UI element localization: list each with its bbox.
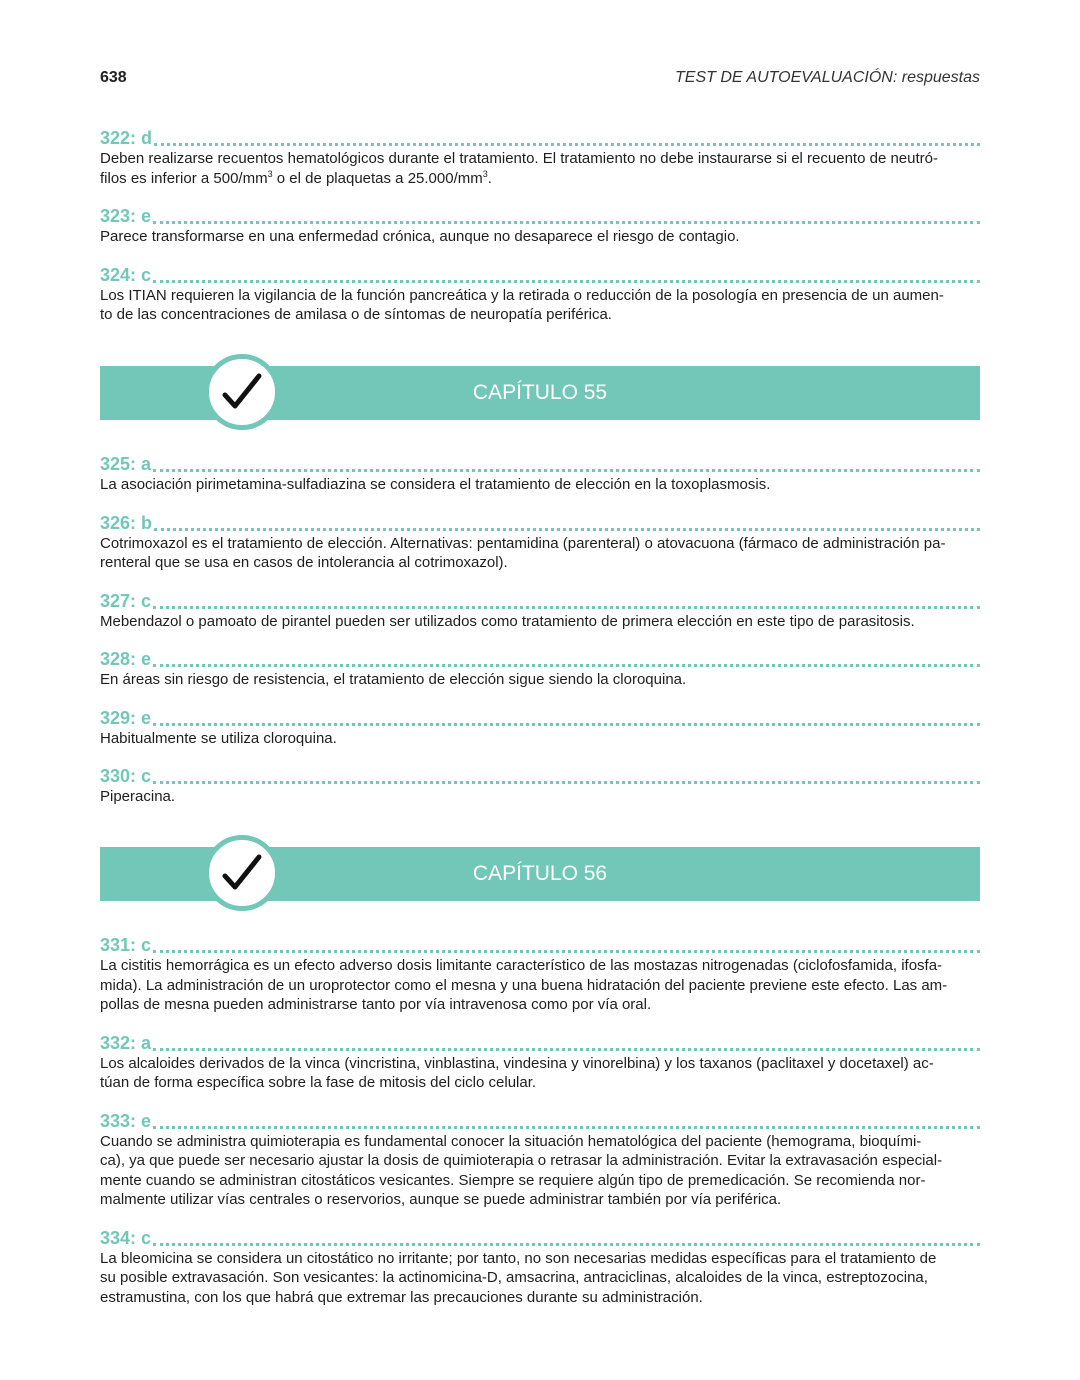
answer-explanation [100, 612, 980, 632]
dotted-leader [153, 664, 980, 667]
answer-entry [100, 128, 980, 188]
explanation-line: En áreas sin riesgo de resistencia, el tratamiento de elección sigue siendo la cloroquina. [100, 671, 687, 688]
chapter-56-banner [100, 847, 980, 901]
explanation-line [100, 169, 980, 189]
answer-explanation [100, 956, 980, 1015]
explanation-line: renteral que se usa en casos de intolerancia al cotrimoxazol). [100, 554, 508, 571]
explanation-line: mente cuando se administran citostáticos vesicantes. Siempre se requiere algún tipo de premedicación. Se recomienda nor- [100, 1171, 926, 1189]
dotted-leader [153, 781, 980, 784]
answer-heading [100, 766, 980, 786]
answer-heading [100, 1111, 980, 1131]
explanation-line: pollas de mesna pueden administrarse tanto por vía intravenosa como por vía oral. [100, 996, 652, 1013]
explanation-line: La bleomicina se considera un citostático no irritante; por tanto, no son necesarias medidas específicas para el tratamiento de [100, 1249, 937, 1267]
explanation-line: to de las concentraciones de amilasa o de síntomas de neuropatía periférica. [100, 306, 612, 323]
answer-explanation [100, 1132, 980, 1210]
answer-label: 324: c [100, 264, 152, 285]
superscript: 3 [267, 168, 273, 179]
explanation-line: Deben realizarse recuentos hematológicos durante el tratamiento. El tratamiento no debe instaurarse si el recuento de neutró- [100, 150, 938, 167]
answer-label: 330: c [100, 766, 152, 786]
chapter-title: CAPÍTULO 56 [472, 862, 608, 885]
explanation-line: Habitualmente se utiliza cloroquina. [100, 729, 337, 747]
answer-heading [100, 1228, 980, 1248]
answer-entry [100, 454, 980, 495]
explanation-line: túan de forma específica sobre la fase de mitosis del ciclo celular. [100, 1074, 537, 1091]
answer-explanation [100, 1054, 980, 1093]
answer-label: 333: e [100, 1110, 152, 1131]
answer-explanation [100, 149, 980, 188]
answer-entry [100, 1111, 980, 1210]
explanation-line: malmente utilizar vías centrales o reservorios, aunque se puede administrar también por vía periférica. [100, 1191, 782, 1208]
page-number: 638 [100, 69, 127, 86]
explanation-line: Cotrimoxazol es el tratamiento de elección. Alternativas: pentamidina (parenteral) o atovacuona (fármaco de administración pa- [100, 534, 946, 552]
explanation-line: estramustina, con los que habrá que extremar las precauciones durante su administración. [100, 1288, 703, 1306]
explanation-line: Mebendazol o pamoato de pirantel pueden ser utilizados como tratamiento de primera elección en este tipo de parasitosis. [100, 612, 915, 630]
answers-block-2 [100, 454, 980, 807]
explanation-line: mida). La administración de un uroprotector como el mesna y una buena hidratación del paciente previene este efecto. Las am- [100, 976, 948, 994]
answer-heading [100, 935, 980, 955]
chapter-title: CAPÍTULO 55 [472, 381, 608, 404]
answer-label: 327: c [100, 590, 152, 611]
answer-explanation [100, 534, 980, 573]
superscript: 3 [482, 168, 488, 179]
text-run: . [487, 169, 492, 187]
answer-entry [100, 513, 980, 573]
answer-label: 325: a [100, 454, 152, 474]
text-run: filos es inferior a 500/mm [100, 169, 268, 187]
answer-label: 331: c [100, 935, 152, 955]
explanation-line: Parece transformarse en una enfermedad crónica, aunque no desaparece el riesgo de contagio. [100, 228, 740, 245]
explanation-line: Los ITIAN requieren la vigilancia de la función pancreática y la retirada o reducción de la posología en presencia de un aumen- [100, 286, 944, 304]
dotted-leader [154, 528, 980, 531]
answer-explanation [100, 787, 980, 807]
answer-explanation [100, 729, 980, 749]
answer-label: 328: e [100, 649, 152, 669]
answer-heading [100, 1033, 980, 1053]
explanation-line: su posible extravasación. Son vesicantes: la actinomicina-D, amsacrina, antraciclinas, alcaloides de la vinca, estreptozocina, [100, 1269, 928, 1286]
explanation-line: La cistitis hemorrágica es un efecto adverso dosis limitante característico de las mostazas nitrogenadas (ciclofosfamida, ifosfa- [100, 957, 943, 974]
answer-entry [100, 708, 980, 749]
text-run: o el de plaquetas a 25.000/mm [272, 169, 483, 187]
explanation-line: Los alcaloides derivados de la vinca (vincristina, vinblastina, vindesina y vinorelbina) y los taxanos (paclitaxel y docetaxel) ac- [100, 1054, 934, 1072]
answer-entry [100, 649, 980, 690]
running-header: TEST DE AUTOEVALUACIÓN: respuestas [675, 69, 980, 86]
answer-label: 334: c [100, 1227, 152, 1248]
answer-heading [100, 128, 980, 148]
answer-entry [100, 1033, 980, 1093]
answer-heading [100, 591, 980, 611]
answer-heading [100, 513, 980, 533]
answer-explanation [100, 475, 980, 495]
explanation-line: Piperacina. [100, 788, 176, 805]
answer-heading [100, 708, 980, 728]
answers-block-3 [100, 935, 980, 1307]
answer-explanation [100, 1249, 980, 1308]
dotted-leader [153, 950, 980, 953]
answer-explanation [100, 670, 980, 690]
answer-heading [100, 206, 980, 226]
answer-entry [100, 766, 980, 807]
answer-entry [100, 591, 980, 632]
answer-label: 326: b [100, 512, 153, 533]
answer-label: 322: d [100, 128, 153, 148]
answer-label: 329: e [100, 707, 152, 728]
dotted-leader [153, 1048, 980, 1051]
answer-label: 332: a [100, 1032, 152, 1053]
dotted-leader [153, 1126, 980, 1129]
answer-heading [100, 265, 980, 285]
answer-entry [100, 206, 980, 247]
explanation-line: Cuando se administra quimioterapia es fundamental conocer la situación hematológica del paciente (hemograma, bioquími- [100, 1132, 922, 1150]
answer-explanation [100, 227, 980, 247]
answer-entry [100, 265, 980, 325]
explanation-line: La asociación pirimetamina-sulfadiazina se considera el tratamiento de elección en la toxoplasmosis. [100, 476, 771, 493]
answer-label: 323: e [100, 206, 152, 226]
dotted-leader [153, 221, 980, 224]
answer-explanation [100, 286, 980, 325]
dotted-leader [153, 469, 980, 472]
answers-block-1 [100, 128, 980, 325]
answer-entry [100, 935, 980, 1015]
answer-heading [100, 454, 980, 474]
answer-heading [100, 649, 980, 669]
dotted-leader [153, 606, 980, 609]
dotted-leader [153, 723, 980, 726]
dotted-leader [154, 143, 980, 146]
chapter-55-banner [100, 366, 980, 420]
answer-entry [100, 1228, 980, 1308]
dotted-leader [153, 1243, 980, 1246]
explanation-line: ca), ya que puede ser necesario ajustar la dosis de quimioterapia o retrasar la administración. Evitar la extravasación especial- [100, 1152, 943, 1169]
dotted-leader [153, 280, 980, 283]
